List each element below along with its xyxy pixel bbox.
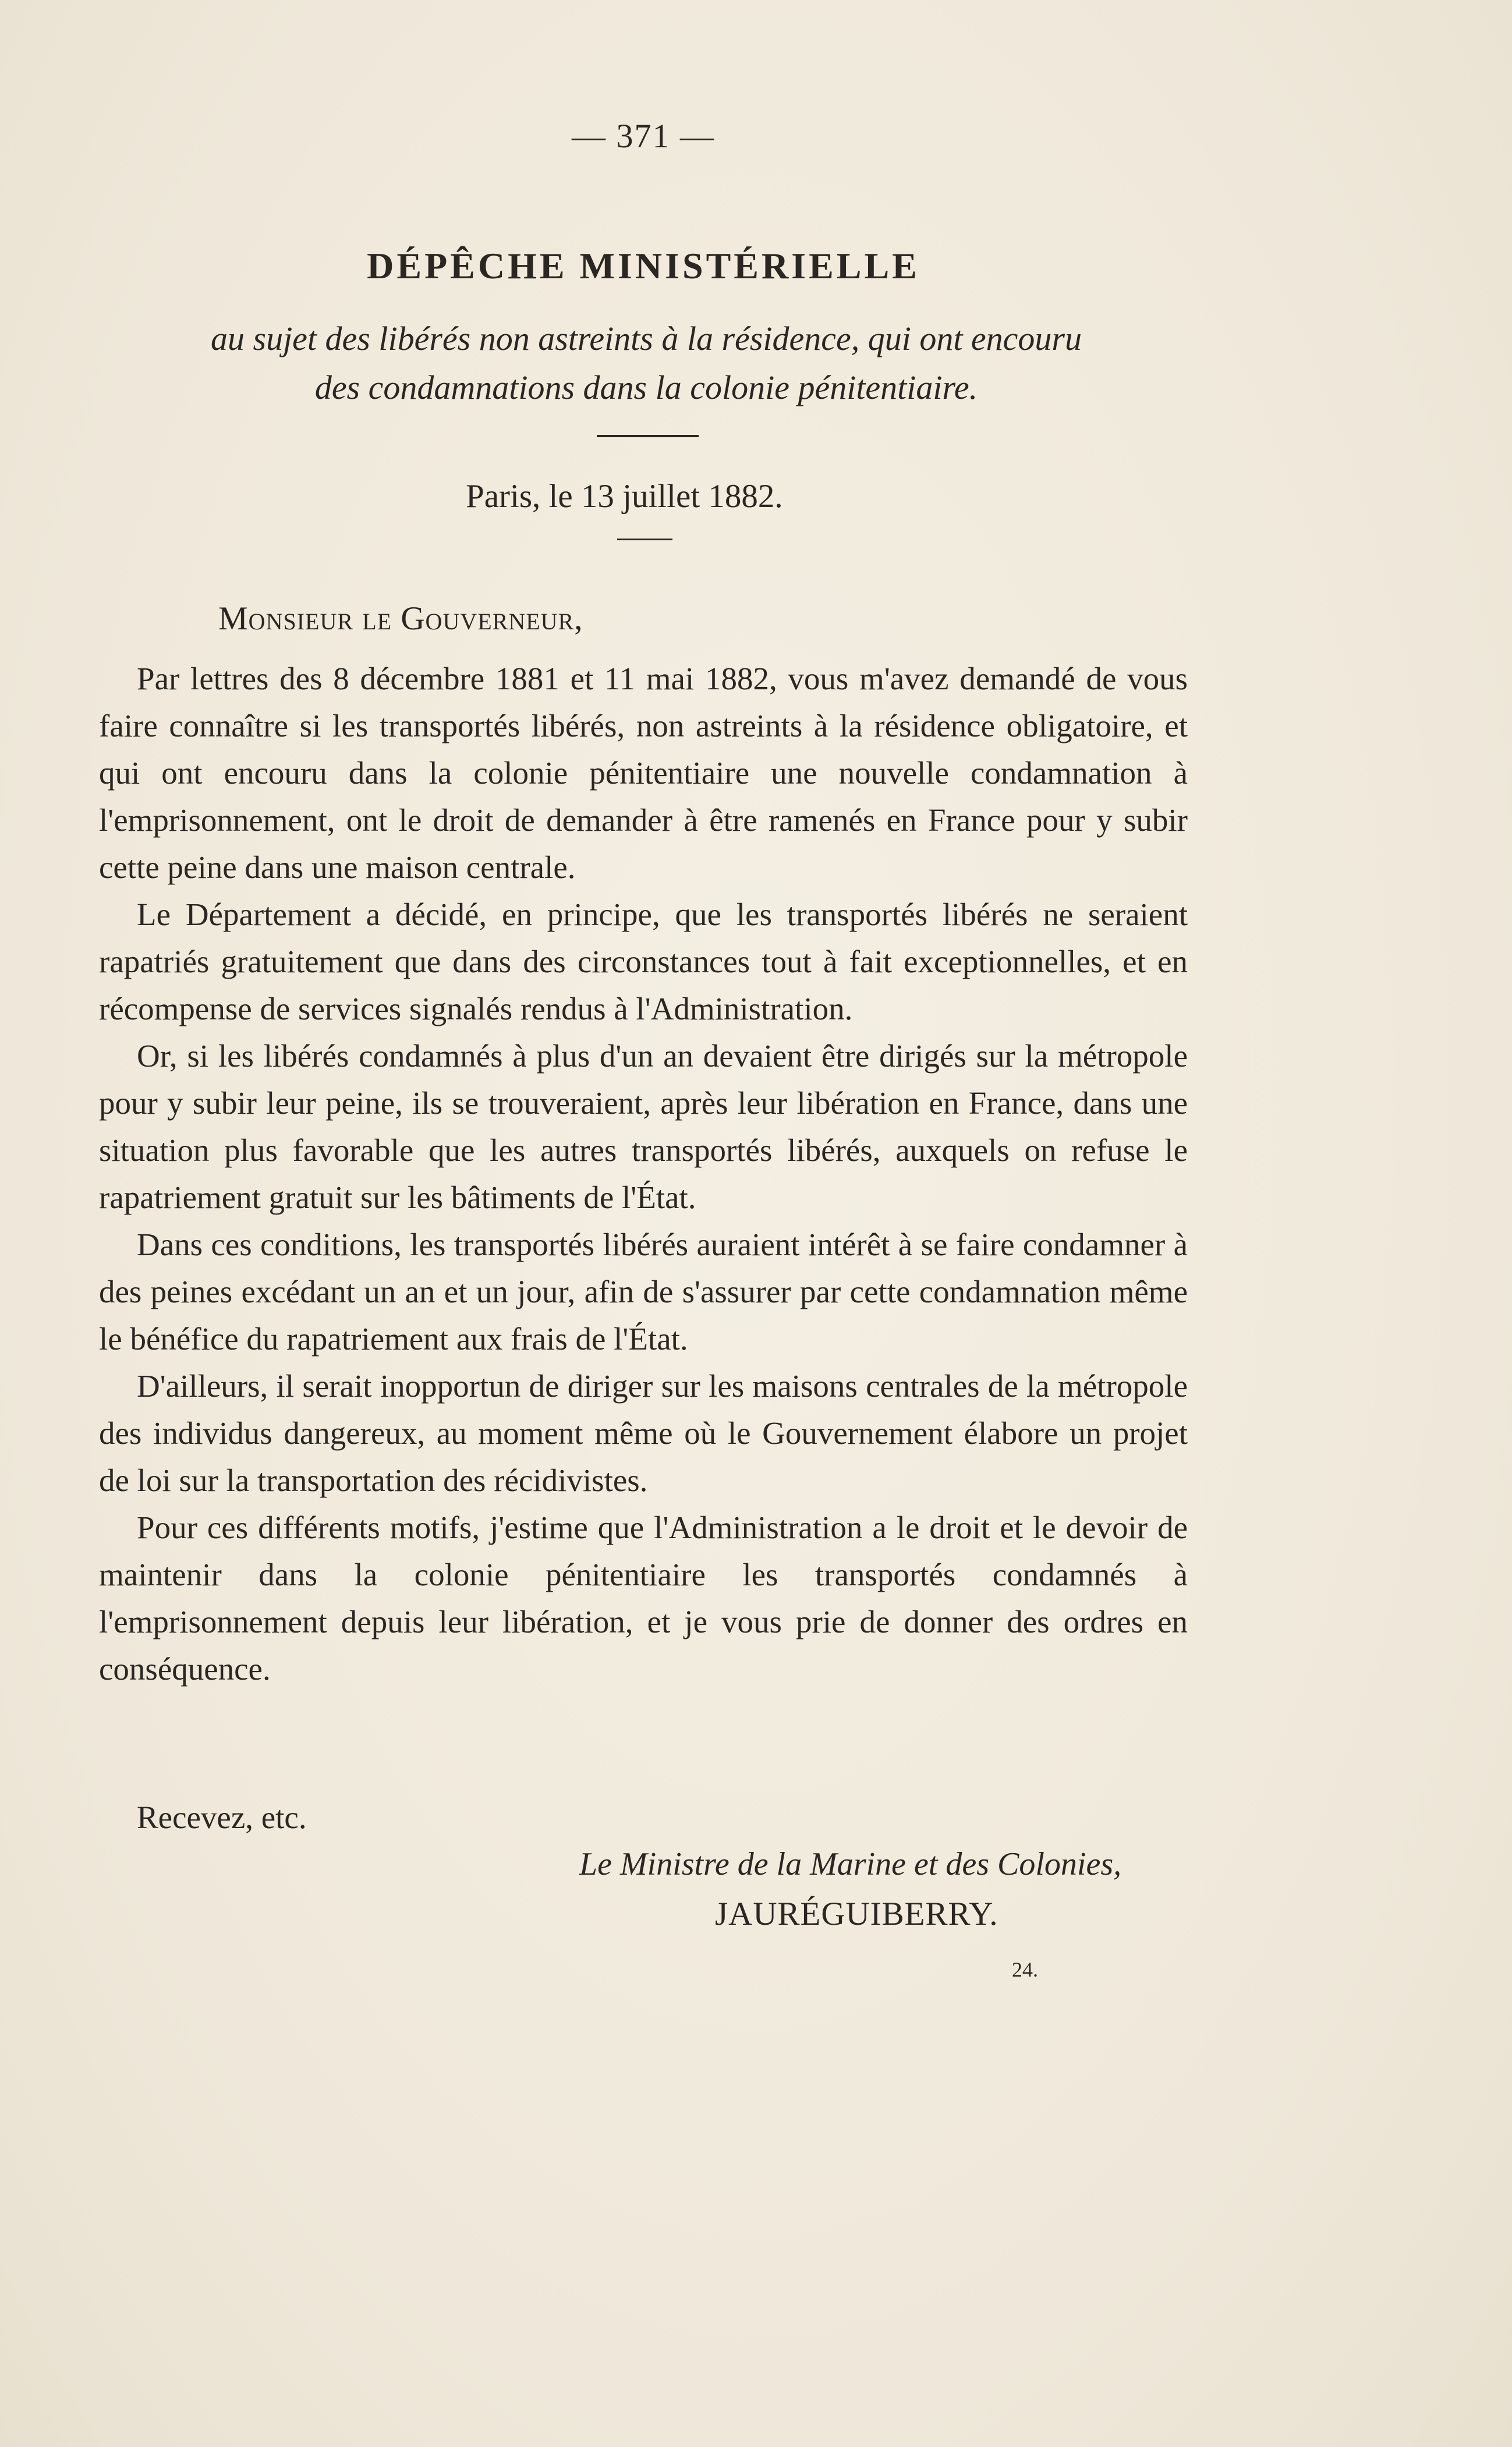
paragraph: Par lettres des 8 décembre 1881 et 11 mai 1882, vous m'avez demandé de vous faire connaître si les transportés libérés, non astreints à la résidence obligatoire, et qui ont encouru dans la colonie pénitentiaire une nouvelle condamnation à l'emprisonnement, ont le droit de demander à être ramenés en France pour y subir cette peine dans une maison centrale. [99, 661, 1188, 885]
document-heading: DÉPÊCHE MINISTÉRIELLE [367, 245, 920, 286]
signature-mark: 24. [1012, 1958, 1038, 1981]
page-number: — 371 — [572, 117, 715, 155]
salutation: Monsieur le Gouverneur, [218, 600, 583, 637]
paragraph: Dans ces conditions, les transportés libérés auraient intérêt à se faire condamner à des peines excédant un an et un jour, afin de s'assurer par cette condamnation même le bénéfice du rapatriement aux frais de l'État. [99, 1227, 1188, 1357]
letter-body [99, 655, 1188, 1692]
separator-rule [597, 435, 699, 437]
signatory-name: JAURÉGUIBERRY. [715, 1896, 998, 1932]
subheading-line-2: des condamnations dans la colonie pénitentiaire. [314, 369, 978, 406]
document-subheading [99, 314, 1194, 412]
closing-formula: Recevez, etc. [137, 1800, 307, 1835]
place-date: Paris, le 13 juillet 1882. [466, 478, 783, 515]
paragraph: Le Département a décidé, en principe, que les transportés libérés ne seraient rapatriés gratuitement que dans des circonstances tout à fait exceptionnelles, et en récompense de services signalés rendus à l'Administration. [99, 897, 1188, 1026]
signatory-title: Le Ministre de la Marine et des Colonies, [579, 1846, 1122, 1882]
separator-rule-short [617, 539, 672, 540]
paragraph: Pour ces différents motifs, j'estime que l'Administration a le droit et le devoir de maintenir dans la colonie pénitentiaire les transportés condamnés à l'emprisonnement depuis leur libération, et je vous prie de donner des ordres en conséquence. [99, 1510, 1188, 1687]
paragraph: D'ailleurs, il serait inopportun de diriger sur les maisons centrales de la métropole des individus dangereux, au moment même où le Gouvernement élabore un projet de loi sur la transportation des récidivistes. [99, 1368, 1188, 1498]
subheading-line-1: au sujet des libérés non astreints à la résidence, qui ont encouru [211, 320, 1082, 357]
paragraph: Or, si les libérés condamnés à plus d'un an devaient être dirigés sur la métropole pour y subir leur peine, ils se trouveraient, après leur libération en France, dans une situation plus favorable que les autres transportés libérés, auxquels on refuse le rapatriement gratuit sur les bâtiments de l'État. [99, 1038, 1188, 1215]
